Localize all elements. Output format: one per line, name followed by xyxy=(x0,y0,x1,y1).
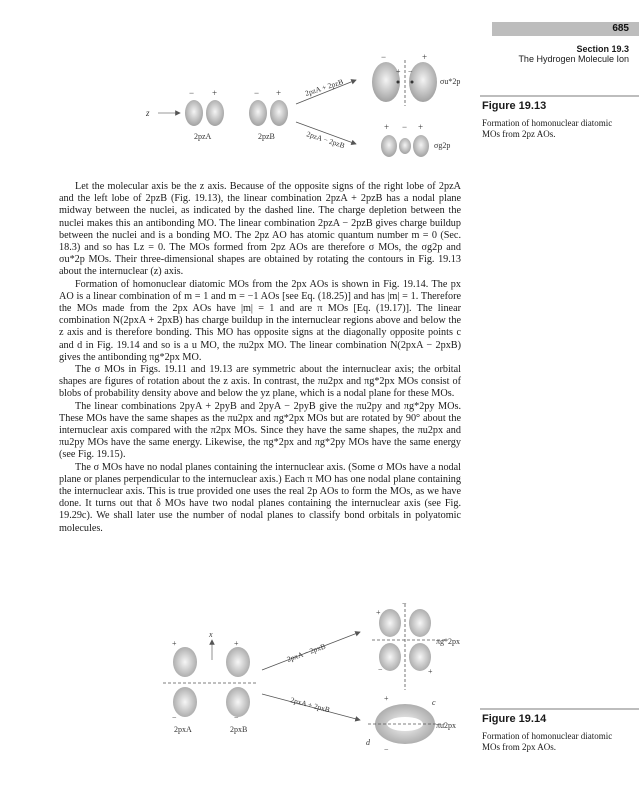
section-number: Section 19.3 xyxy=(576,44,629,54)
fig14-bond-minus: − xyxy=(384,745,389,754)
figure-14-caption-box xyxy=(480,708,639,753)
fig13-pzB-plus: + xyxy=(276,88,282,98)
fig14-sum-label: 2pxA + 2pxB xyxy=(289,695,331,715)
fig14-anti-minus-top: − xyxy=(402,599,407,608)
fig13-anti-minus-mid: − xyxy=(408,67,413,76)
fig14-pxB-plus: + xyxy=(234,639,239,648)
fig14-pxA-lower-lobe xyxy=(173,687,197,717)
fig14-anti-label: πg*2px xyxy=(436,637,461,646)
fig14-point-c: c xyxy=(432,698,436,707)
fig14-anti-plus-bottom: + xyxy=(428,667,433,676)
figure-14-rule xyxy=(480,708,639,710)
fig14-bond-label: πu2px xyxy=(436,721,457,730)
fig14-pxB-upper-lobe xyxy=(226,647,250,677)
fig13-pzA-plus: + xyxy=(212,88,218,98)
fig13-anti-plus-right: + xyxy=(422,52,428,62)
fig13-pzA-label: 2pzA xyxy=(194,132,212,141)
fig14-anti-plus-left: + xyxy=(376,608,381,617)
figure-13-title: Figure 19.13 xyxy=(482,100,547,112)
fig13-pzA-minus: − xyxy=(189,88,195,98)
section-title: The Hydrogen Molecule Ion xyxy=(518,54,629,64)
fig14-axis-label: x xyxy=(209,630,213,639)
fig14-pxA-upper-lobe xyxy=(173,647,197,677)
fig14-anti-lobe-ur xyxy=(409,609,431,637)
fig13-anti-plus-mid: + xyxy=(396,67,401,76)
paragraph: The σ MOs in Figs. 19.11 and 19.13 are symmetric about the internuclear axis; the orbital shapes are figures of rotation about the z axis. In contrast, the πu2px and πg*2px MOs consist of blobs of probability density above and below the yz plane, which is a nodal plane for these MOs. xyxy=(59,364,461,400)
fig13-bond-plus-right: + xyxy=(418,122,424,132)
fig14-anti-lobe-ul xyxy=(379,609,401,637)
figure-13-caption: Formation of homonuclear diatomic MOs from 2pz AOs. xyxy=(482,118,613,139)
fig14-pxB-label: 2pxB xyxy=(230,725,248,734)
fig14-pxA-label: 2pxA xyxy=(174,725,192,734)
paragraph: The linear combinations 2pyA + 2pyB and 2pyA − 2pyB give the πu2py and πg*2py MOs. These MOs have the same shapes as the πu2px and πg*2px MOs but are rotated by 90° about the internuclear axis compared with the π2px MOs. Since they have the same shapes, the πu2px and πu2py MOs have the same energy. Likewise, the πg*2px and πg*2py MOs have the same energy (see Fig. 19.15). xyxy=(59,400,461,461)
fig13-anti-minus-left: − xyxy=(381,52,387,62)
fig13-bond-plus-left: + xyxy=(384,122,390,132)
fig13-anti-label: σu*2p xyxy=(440,77,461,86)
figure-14-title: Figure 19.14 xyxy=(482,713,547,725)
paragraph: Formation of homonuclear diatomic MOs from the 2px AOs is shown in Fig. 19.14. The px AO is a linear combination of m = 1 and m = −1 AOs [see Eq. (18.25)] and has |m| = 1. Therefore the MOs made from the 2px AOs have |m| = 1 and are π MOs [Eq. (19.17)]. The linear combination N(2pxA + 2pxB) has charge buildup in the internuclear regions above and below the z axis and is therefore bonding. This MO has opposite signs at the diagonally opposite points c and d in Fig. 19.14 and so is a u MO, the πu2px MO. The linear combination N(2pxA − 2pxB) gives the antibonding πg*2px MO. xyxy=(59,278,461,363)
fig13-axis-label: z xyxy=(146,108,150,118)
fig14-diff-label: 2pxA − 2pxB xyxy=(285,641,327,664)
paragraph: Let the molecular axis be the z axis. Because of the opposite signs of the right lobe of 2pzA and the left lobe of 2pzB (Fig. 19.13), the linear combination 2pzA + 2pzB has a nodal plane midway between the nuclei, as indicated by the dashed line. The charge depletion between the nuclei makes this an antibonding MO. The linear combination 2pzA − 2pzB gives charge buildup between the nuclei and is a bonding MO. The 2pz AO has atomic quantum number m = 0 (Sec. 18.3) and so has Lz = 0. The MOs formed from 2pz AOs are therefore σ MOs, the σg2p and σu*2p MOs. Their three-dimensional shapes are obtained by rotating the contours in Fig. 19.13 about the internuclear (z) axis. xyxy=(59,181,461,278)
page-number: 685 xyxy=(612,23,629,34)
fig13-sum-label: 2pzA + 2pzB xyxy=(303,77,345,98)
fig14-pxB-minus: − xyxy=(234,713,239,722)
fig13-bond-minus-mid: − xyxy=(402,122,408,132)
fig13-pzB-minus: − xyxy=(254,88,260,98)
fig14-pxA-minus: − xyxy=(172,713,177,722)
fig13-pzB-label: 2pzB xyxy=(258,132,275,141)
figure-14-caption: Formation of homonuclear diatomic MOs from 2px AOs. xyxy=(482,731,613,752)
fig13-bond-label: σg2p xyxy=(434,141,451,150)
fig14-bond-plus: + xyxy=(384,694,389,703)
fig14-point-d: d xyxy=(366,738,370,747)
paragraph: The σ MOs have no nodal planes containing the internuclear axis. (Some σ MOs have a nodal plane or planes perpendicular to the internuclear axis.) Each π MO has one nodal plane containing the internuclear axis. This is true provided one uses the real 2p AOs to form the MOs, as we have done. It turns out that δ MOs have two nodal planes containing the internuclear axis (see Fig. 19.29c). We shall later use the number of nodal planes to classify bond orbitals in polyatomic molecules. xyxy=(59,461,461,534)
fig13-diff-label: 2pzA − 2pzB xyxy=(305,129,346,151)
fig14-pxA-plus: + xyxy=(172,639,177,648)
fig14-anti-minus-left: − xyxy=(378,665,383,674)
